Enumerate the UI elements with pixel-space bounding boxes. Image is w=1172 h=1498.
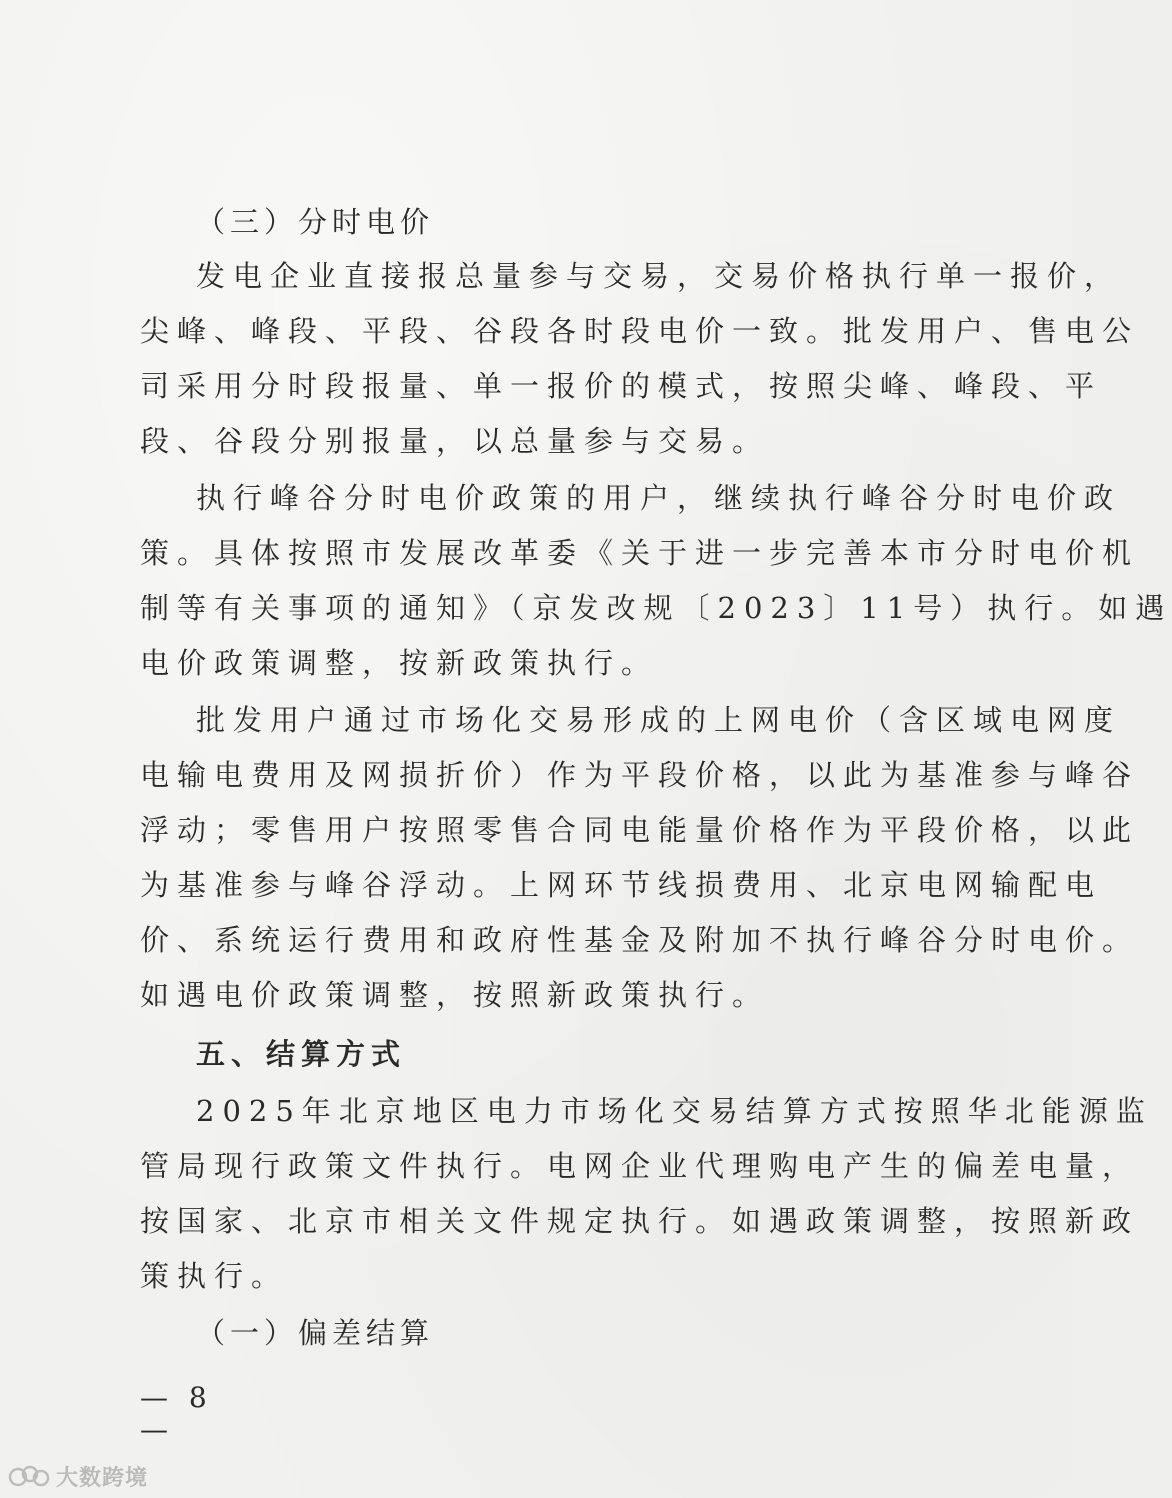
- section-heading-settlement-method: 五、结算方式: [196, 1037, 407, 1071]
- paragraph-line: 电价政策调整，按新政策执行。: [140, 646, 659, 680]
- paragraph-line: 尖峰、峰段、平段、谷段各时段电价一致。批发用户、售电公: [140, 314, 1140, 348]
- paragraph-line: 管局现行政策文件执行。电网企业代理购电产生的偏差电量，: [140, 1149, 1140, 1183]
- paragraph-line: 策执行。: [140, 1259, 289, 1293]
- paragraph-line: 如遇电价政策调整，按照新政策执行。: [140, 978, 770, 1012]
- section-heading-deviation-settlement: （一）偏差结算: [196, 1316, 435, 1350]
- paragraph-line: 为基准参与峰谷浮动。上网环节线损费用、北京电网输配电: [140, 868, 1103, 902]
- paragraph-line: 段、谷段分别报量，以总量参与交易。: [140, 424, 770, 458]
- paragraph-line: 电输电费用及网损折价）作为平段价格，以此为基准参与峰谷: [140, 758, 1140, 792]
- watermark: [8, 1462, 148, 1490]
- paragraph-line: 2025年北京地区电力市场化交易结算方式按照华北能源监: [196, 1094, 1153, 1128]
- paragraph-line: 按国家、北京市相关文件规定执行。如遇政策调整，按照新政: [140, 1204, 1140, 1238]
- cloud-logo-icon: [8, 1464, 52, 1488]
- paragraph-line: 发电企业直接报总量参与交易，交易价格执行单一报价，: [196, 259, 1122, 293]
- paragraph-line: 价、系统运行费用和政府性基金及附加不执行峰谷分时电价。: [140, 923, 1140, 957]
- paragraph-line: 制等有关事项的通知》（京发改规〔2023〕11号）执行。如遇: [140, 591, 1172, 625]
- paragraph-line: 批发用户通过市场化交易形成的上网电价（含区域电网度: [196, 703, 1122, 737]
- page-number: — 8 —: [140, 1381, 213, 1446]
- section-heading-time-of-use-price: （三）分时电价: [196, 205, 435, 239]
- watermark-text: 大数跨境: [56, 1465, 149, 1491]
- paragraph-line: 执行峰谷分时电价政策的用户，继续执行峰谷分时电价政: [196, 481, 1122, 515]
- paragraph-line: 司采用分时段报量、单一报价的模式，按照尖峰、峰段、平: [140, 369, 1103, 403]
- paragraph-line: 策。具体按照市发展改革委《关于进一步完善本市分时电价机: [140, 536, 1140, 570]
- paragraph-line: 浮动；零售用户按照零售合同电能量价格作为平段价格，以此: [140, 813, 1140, 847]
